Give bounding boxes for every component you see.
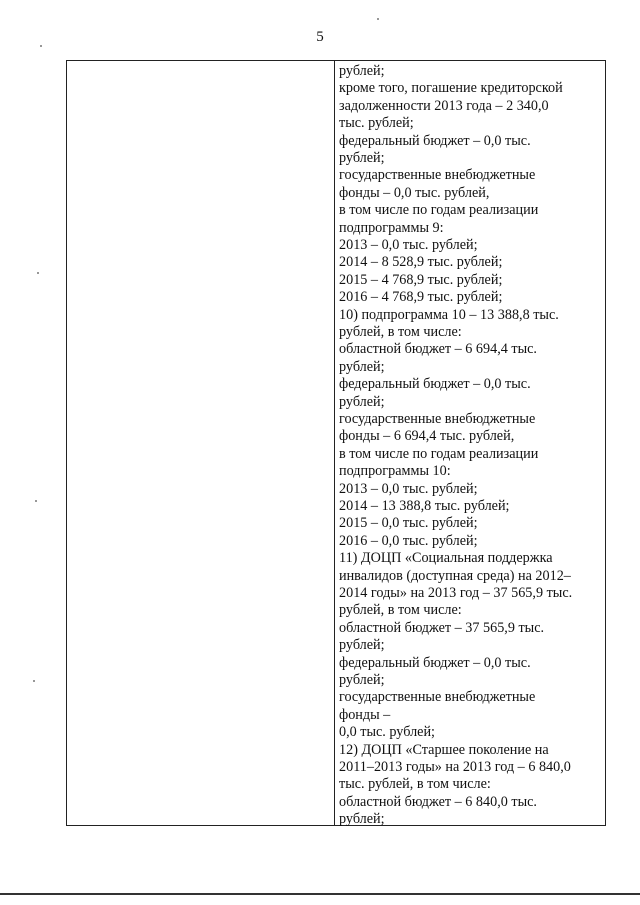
document-line: рублей;	[339, 150, 385, 166]
document-line: кроме того, погашение кредиторской	[339, 80, 563, 97]
document-line: 2014 – 13 388,8 тыс. рублей;	[339, 498, 510, 514]
document-line: рублей;	[339, 637, 385, 654]
page-number: 5	[316, 29, 324, 45]
document-line: государственные внебюджетные	[339, 411, 536, 427]
document-line: 2014 – 8 528,9 тыс. рублей;	[339, 254, 503, 271]
document-line: 0,0 тыс. рублей;	[339, 724, 435, 741]
document-line: рублей, в том числе:	[339, 602, 462, 619]
scan-speck	[35, 500, 37, 502]
document-line: подпрограммы 9:	[339, 219, 444, 236]
document-line: 2011–2013 годы» на 2013 год – 6 840,0	[339, 759, 571, 775]
document-line: областной бюджет – 6 694,4 тыс.	[339, 341, 537, 358]
document-line: 2013 – 0,0 тыс. рублей;	[339, 480, 478, 497]
document-line: рублей;	[339, 672, 385, 688]
document-line: областной бюджет – 6 840,0 тыс.	[339, 793, 537, 810]
document-line: 2015 – 4 768,9 тыс. рублей;	[339, 271, 503, 288]
document-line: 2013 – 0,0 тыс. рублей;	[339, 237, 478, 253]
document-line: фонды – 6 694,4 тыс. рублей,	[339, 428, 515, 445]
document-line: 2015 – 0,0 тыс. рублей;	[339, 515, 478, 532]
document-line: подпрограммы 10:	[339, 463, 451, 480]
scan-speck	[37, 272, 39, 274]
document-line: государственные внебюджетные	[339, 689, 536, 706]
scan-speck	[33, 680, 35, 682]
table-right-cell	[339, 61, 604, 828]
document-line: в том числе по годам реализации	[339, 445, 539, 462]
document-line: инвалидов (доступная среда) на 2012–	[339, 567, 571, 584]
document-line: государственные внебюджетные	[339, 167, 536, 184]
document-line: задолженности 2013 года – 2 340,0	[339, 97, 549, 114]
document-line: тыс. рублей;	[339, 115, 414, 132]
document-table	[66, 60, 606, 826]
document-line: 12) ДОЦП «Старшее поколение на	[339, 741, 549, 758]
column-divider	[334, 61, 335, 825]
document-line: 11) ДОЦП «Социальная поддержка	[339, 550, 553, 567]
document-line: 10) подпрограмма 10 – 13 388,8 тыс.	[339, 306, 559, 323]
document-line: в том числе по годам реализации	[339, 202, 539, 219]
document-line: рублей;	[339, 393, 385, 410]
document-line: областной бюджет – 37 565,9 тыс.	[339, 619, 545, 636]
document-line: рублей;	[339, 358, 385, 375]
document-line: рублей;	[339, 63, 385, 79]
document-line: фонды –	[339, 706, 391, 723]
document-line: тыс. рублей, в том числе:	[339, 776, 491, 793]
document-line: рублей;	[339, 811, 385, 828]
document-line: фонды – 0,0 тыс. рублей,	[339, 184, 490, 201]
document-line: 2014 годы» на 2013 год – 37 565,9 тыс.	[339, 585, 573, 601]
document-line: федеральный бюджет – 0,0 тыс.	[339, 376, 531, 393]
scan-speck	[377, 18, 379, 20]
document-line: 2016 – 0,0 тыс. рублей;	[339, 532, 478, 549]
page-bottom-edge	[0, 893, 640, 895]
document-line: федеральный бюджет – 0,0 тыс.	[339, 132, 531, 149]
table-left-cell	[67, 61, 334, 825]
document-line: федеральный бюджет – 0,0 тыс.	[339, 654, 531, 671]
document-line: 2016 – 4 768,9 тыс. рублей;	[339, 289, 503, 306]
document-line: рублей, в том числе:	[339, 324, 462, 340]
scan-speck	[40, 45, 42, 47]
